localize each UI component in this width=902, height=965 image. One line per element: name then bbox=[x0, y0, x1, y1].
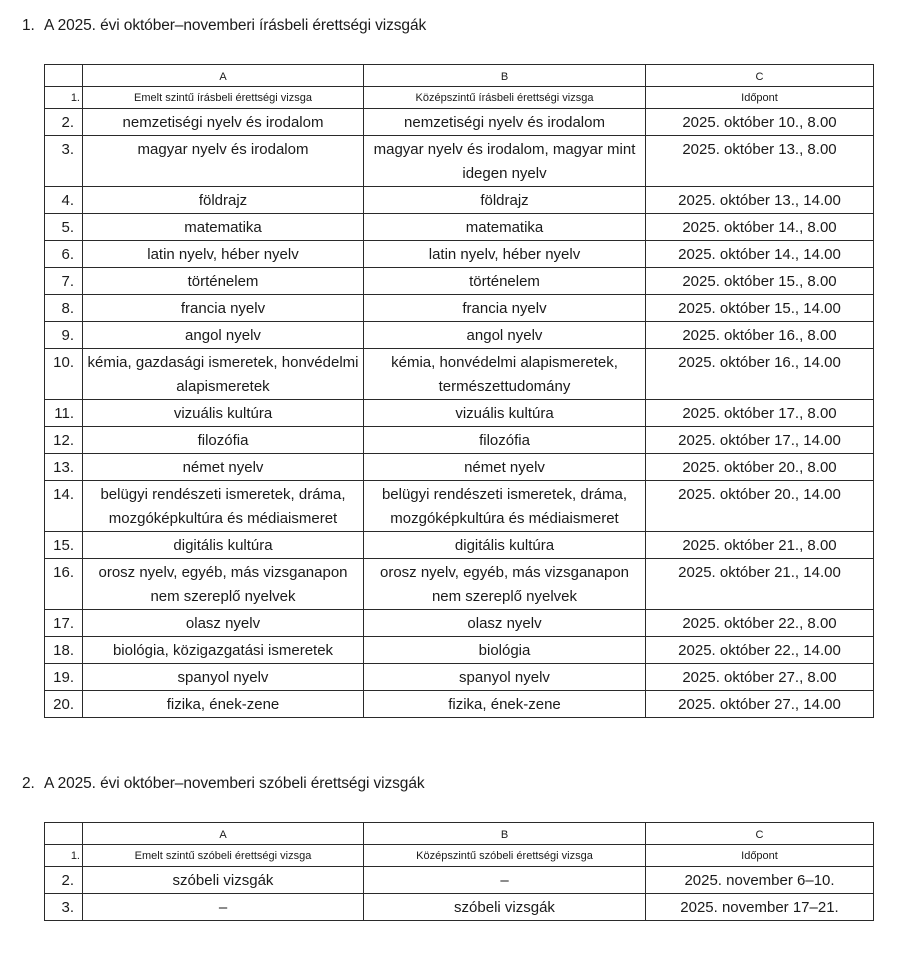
row-number: 13. bbox=[45, 454, 83, 481]
row-number: 17. bbox=[45, 610, 83, 637]
cell-emelt: spanyol nyelv bbox=[83, 664, 364, 691]
cell-kozep: orosz nyelv, egyéb, más vizsganapon nem szereplő nyelvek bbox=[364, 559, 646, 610]
cell-emelt: földrajz bbox=[83, 187, 364, 214]
header-row bbox=[45, 87, 874, 109]
row-number: 8. bbox=[45, 295, 83, 322]
header-emelt: Emelt szintű írásbeli érettségi vizsga bbox=[83, 87, 364, 109]
cell-kozep: szóbeli vizsgák bbox=[364, 894, 646, 921]
cell-kozep: biológia bbox=[364, 637, 646, 664]
cell-idopont: 2025. október 13., 8.00 bbox=[646, 136, 874, 187]
column-letter-c: C bbox=[646, 65, 874, 87]
cell-kozep: vizuális kultúra bbox=[364, 400, 646, 427]
cell-emelt: nemzetiségi nyelv és irodalom bbox=[83, 109, 364, 136]
cell-idopont: 2025. október 20., 8.00 bbox=[646, 454, 874, 481]
section-2-heading bbox=[22, 775, 425, 793]
row-number: 6. bbox=[45, 241, 83, 268]
section-1-number: 1. bbox=[22, 17, 35, 34]
row-number: 2. bbox=[45, 109, 83, 136]
column-letter-c: C bbox=[646, 823, 874, 845]
cell-idopont: 2025. október 17., 8.00 bbox=[646, 400, 874, 427]
row-number: 1. bbox=[45, 845, 83, 867]
cell-kozep: német nyelv bbox=[364, 454, 646, 481]
cell-idopont: 2025. október 15., 14.00 bbox=[646, 295, 874, 322]
cell-emelt: digitális kultúra bbox=[83, 532, 364, 559]
column-letter-row bbox=[45, 65, 874, 87]
table-row bbox=[45, 559, 874, 610]
table-row bbox=[45, 349, 874, 400]
row-number: 18. bbox=[45, 637, 83, 664]
table-row bbox=[45, 454, 874, 481]
cell-kozep: magyar nyelv és irodalom, magyar mint idegen nyelv bbox=[364, 136, 646, 187]
table-row bbox=[45, 187, 874, 214]
section-1-heading bbox=[22, 17, 426, 35]
row-number: 7. bbox=[45, 268, 83, 295]
table-row bbox=[45, 400, 874, 427]
header-kozep: Középszintű szóbeli érettségi vizsga bbox=[364, 845, 646, 867]
row-number: 9. bbox=[45, 322, 83, 349]
cell-kozep: digitális kultúra bbox=[364, 532, 646, 559]
table-row bbox=[45, 481, 874, 532]
row-number: 19. bbox=[45, 664, 83, 691]
cell-idopont: 2025. október 13., 14.00 bbox=[646, 187, 874, 214]
column-letter-a: A bbox=[83, 823, 364, 845]
cell-emelt: belügyi rendészeti ismeretek, dráma, mozgóképkultúra és médiaismeret bbox=[83, 481, 364, 532]
table-row bbox=[45, 894, 874, 921]
cell-emelt: német nyelv bbox=[83, 454, 364, 481]
table-row bbox=[45, 610, 874, 637]
table-row bbox=[45, 637, 874, 664]
cell-kozep: spanyol nyelv bbox=[364, 664, 646, 691]
cell-emelt: vizuális kultúra bbox=[83, 400, 364, 427]
cell-idopont: 2025. október 15., 8.00 bbox=[646, 268, 874, 295]
column-letter-b: B bbox=[364, 65, 646, 87]
cell-kozep: földrajz bbox=[364, 187, 646, 214]
column-letter-a: A bbox=[83, 65, 364, 87]
column-letter-b: B bbox=[364, 823, 646, 845]
header-idopont: Időpont bbox=[646, 87, 874, 109]
cell-idopont: 2025. október 27., 8.00 bbox=[646, 664, 874, 691]
row-number: 3. bbox=[45, 136, 83, 187]
cell-idopont: 2025. október 22., 14.00 bbox=[646, 637, 874, 664]
header-emelt: Emelt szintű szóbeli érettségi vizsga bbox=[83, 845, 364, 867]
header-idopont: Időpont bbox=[646, 845, 874, 867]
cell-kozep: fizika, ének-zene bbox=[364, 691, 646, 718]
row-number: 10. bbox=[45, 349, 83, 400]
row-number: 15. bbox=[45, 532, 83, 559]
cell-idopont: 2025. november 17–21. bbox=[646, 894, 874, 921]
section-1-title: A 2025. évi október–novemberi írásbeli érettségi vizsgák bbox=[44, 17, 427, 34]
cell-kozep: latin nyelv, héber nyelv bbox=[364, 241, 646, 268]
table-row bbox=[45, 867, 874, 894]
row-number: 1. bbox=[45, 87, 83, 109]
table-row bbox=[45, 109, 874, 136]
row-number: 16. bbox=[45, 559, 83, 610]
section-2-number: 2. bbox=[22, 775, 35, 792]
row-number: 4. bbox=[45, 187, 83, 214]
table-row bbox=[45, 136, 874, 187]
cell-kozep: kémia, honvédelmi alapismeretek, természettudomány bbox=[364, 349, 646, 400]
cell-emelt: biológia, közigazgatási ismeretek bbox=[83, 637, 364, 664]
corner-cell bbox=[45, 823, 83, 845]
table-row bbox=[45, 532, 874, 559]
cell-kozep: francia nyelv bbox=[364, 295, 646, 322]
cell-kozep: nemzetiségi nyelv és irodalom bbox=[364, 109, 646, 136]
table-row bbox=[45, 691, 874, 718]
cell-idopont: 2025. november 6–10. bbox=[646, 867, 874, 894]
cell-idopont: 2025. október 10., 8.00 bbox=[646, 109, 874, 136]
cell-idopont: 2025. október 16., 8.00 bbox=[646, 322, 874, 349]
row-number: 5. bbox=[45, 214, 83, 241]
cell-idopont: 2025. október 17., 14.00 bbox=[646, 427, 874, 454]
cell-idopont: 2025. október 21., 8.00 bbox=[646, 532, 874, 559]
cell-emelt: történelem bbox=[83, 268, 364, 295]
cell-idopont: 2025. október 21., 14.00 bbox=[646, 559, 874, 610]
cell-emelt: fizika, ének-zene bbox=[83, 691, 364, 718]
written-exam-table bbox=[44, 64, 874, 718]
cell-emelt: latin nyelv, héber nyelv bbox=[83, 241, 364, 268]
cell-idopont: 2025. október 22., 8.00 bbox=[646, 610, 874, 637]
corner-cell bbox=[45, 65, 83, 87]
cell-idopont: 2025. október 20., 14.00 bbox=[646, 481, 874, 532]
cell-emelt: matematika bbox=[83, 214, 364, 241]
row-number: 3. bbox=[45, 894, 83, 921]
row-number: 12. bbox=[45, 427, 83, 454]
cell-kozep: történelem bbox=[364, 268, 646, 295]
cell-idopont: 2025. október 14., 14.00 bbox=[646, 241, 874, 268]
row-number: 11. bbox=[45, 400, 83, 427]
row-number: 20. bbox=[45, 691, 83, 718]
cell-emelt: kémia, gazdasági ismeretek, honvédelmi alapismeretek bbox=[83, 349, 364, 400]
row-number: 2. bbox=[45, 867, 83, 894]
header-kozep: Középszintű írásbeli érettségi vizsga bbox=[364, 87, 646, 109]
table-row bbox=[45, 427, 874, 454]
cell-idopont: 2025. október 14., 8.00 bbox=[646, 214, 874, 241]
section-2-title: A 2025. évi október–novemberi szóbeli érettségi vizsgák bbox=[44, 775, 425, 792]
oral-exam-table bbox=[44, 822, 874, 921]
table-row bbox=[45, 664, 874, 691]
cell-kozep: filozófia bbox=[364, 427, 646, 454]
table-row bbox=[45, 241, 874, 268]
row-number: 14. bbox=[45, 481, 83, 532]
cell-kozep: matematika bbox=[364, 214, 646, 241]
cell-emelt: angol nyelv bbox=[83, 322, 364, 349]
cell-emelt: francia nyelv bbox=[83, 295, 364, 322]
cell-emelt: olasz nyelv bbox=[83, 610, 364, 637]
cell-emelt: filozófia bbox=[83, 427, 364, 454]
cell-kozep: angol nyelv bbox=[364, 322, 646, 349]
cell-kozep: – bbox=[364, 867, 646, 894]
column-letter-row bbox=[45, 823, 874, 845]
table-row bbox=[45, 268, 874, 295]
cell-idopont: 2025. október 27., 14.00 bbox=[646, 691, 874, 718]
cell-kozep: belügyi rendészeti ismeretek, dráma, mozgóképkultúra és médiaismeret bbox=[364, 481, 646, 532]
cell-emelt: orosz nyelv, egyéb, más vizsganapon nem szereplő nyelvek bbox=[83, 559, 364, 610]
cell-idopont: 2025. október 16., 14.00 bbox=[646, 349, 874, 400]
cell-emelt: szóbeli vizsgák bbox=[83, 867, 364, 894]
header-row bbox=[45, 845, 874, 867]
table-row bbox=[45, 322, 874, 349]
table-row bbox=[45, 214, 874, 241]
cell-emelt: – bbox=[83, 894, 364, 921]
cell-emelt: magyar nyelv és irodalom bbox=[83, 136, 364, 187]
cell-kozep: olasz nyelv bbox=[364, 610, 646, 637]
table-row bbox=[45, 295, 874, 322]
